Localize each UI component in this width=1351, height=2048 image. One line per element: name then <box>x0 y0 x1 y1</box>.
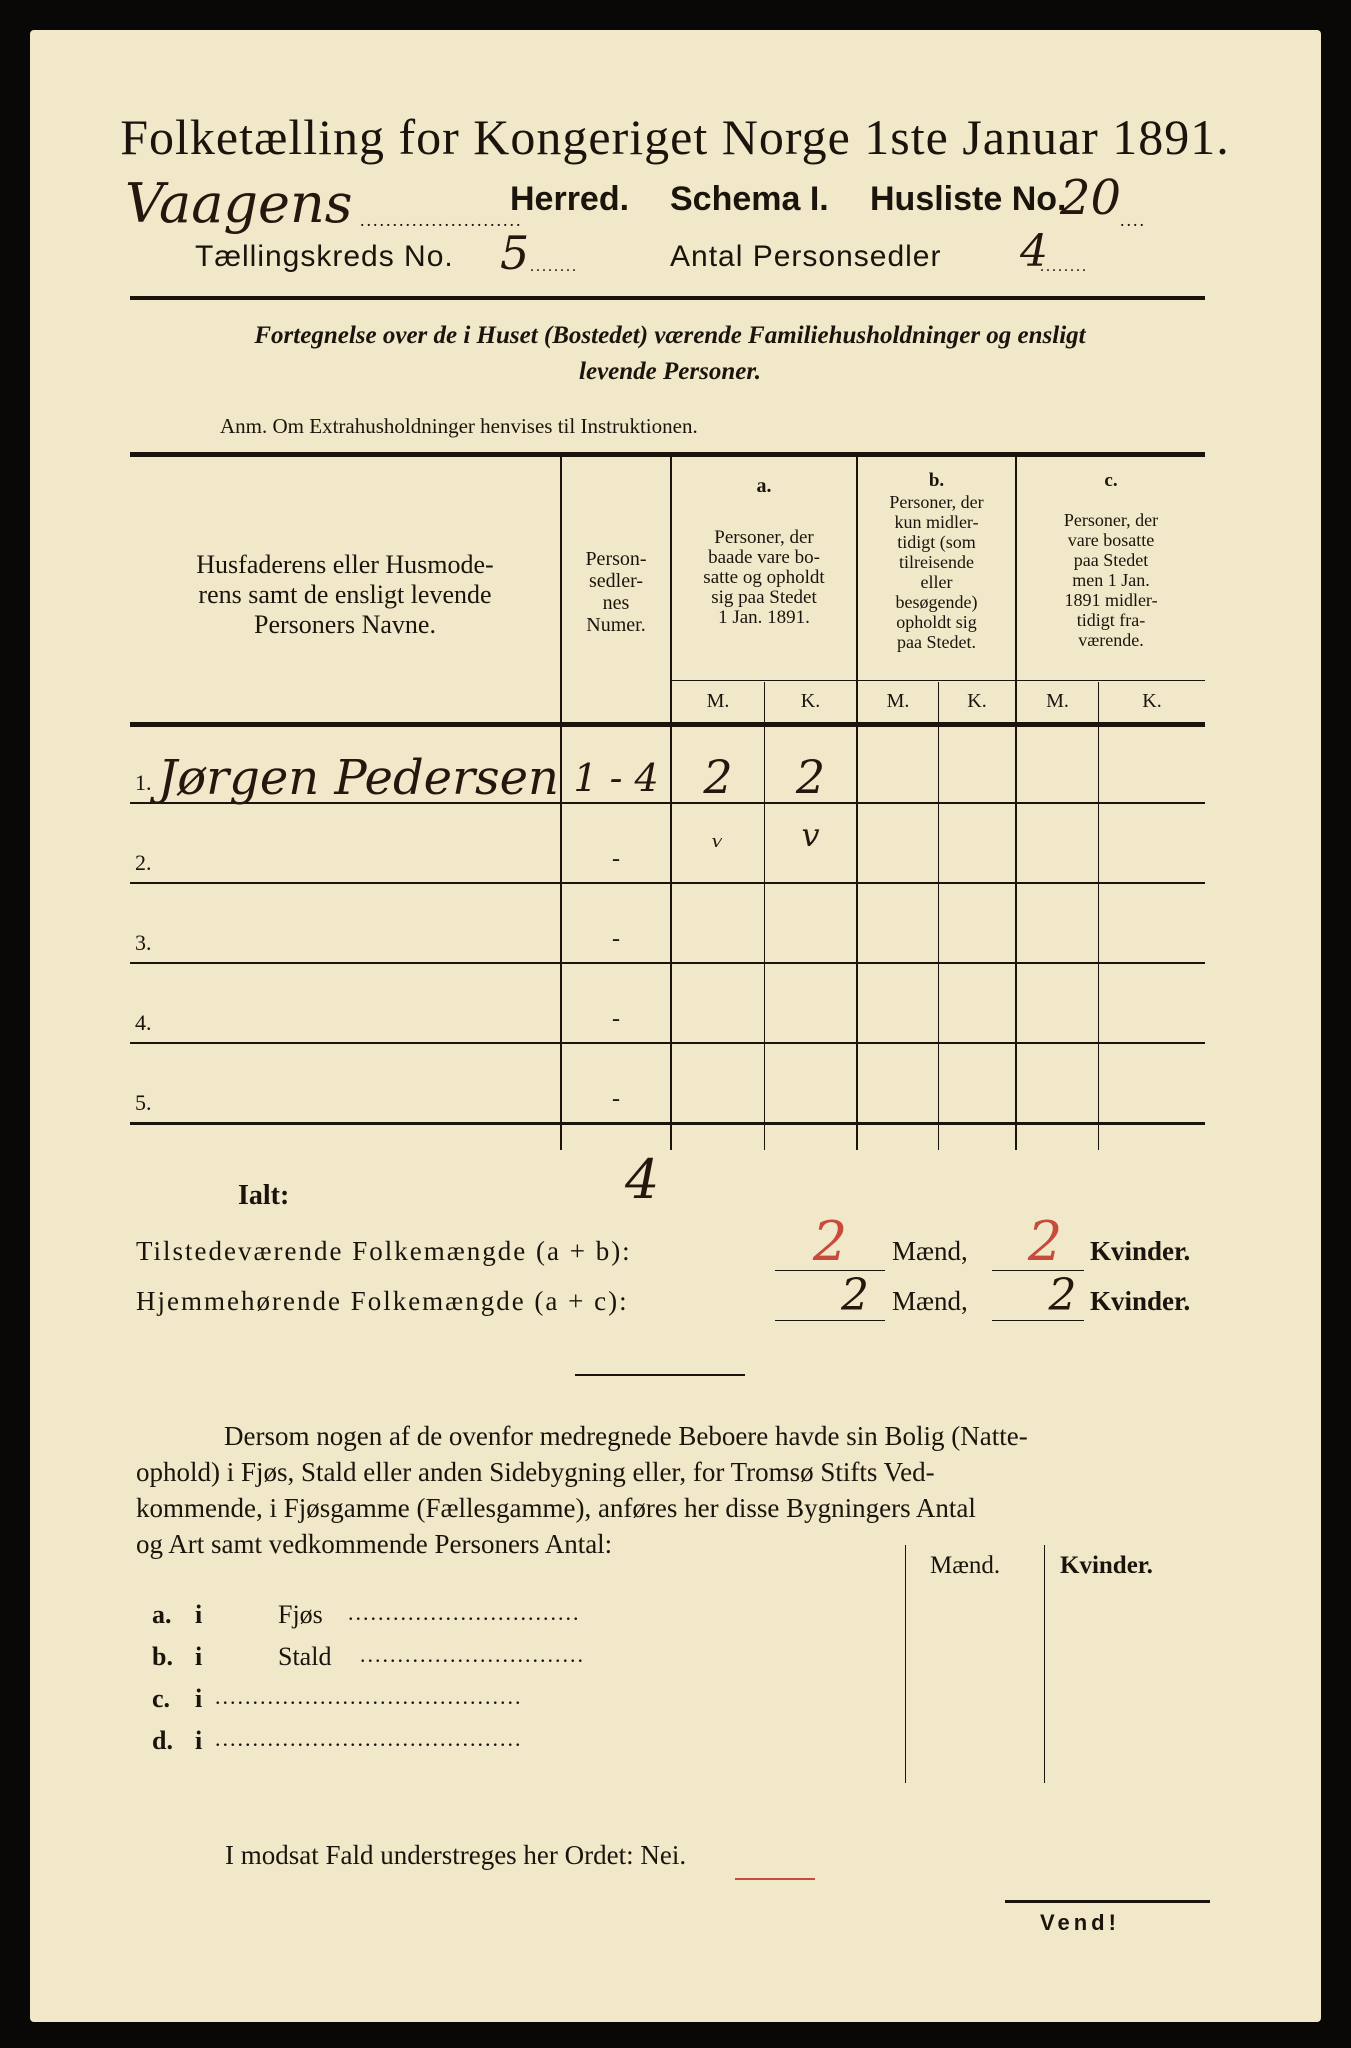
tilstede-label: Tilstedeværende Folkemængde (a + b): <box>136 1236 632 1266</box>
husliste-value: 20 <box>1060 170 1122 226</box>
nei-red-underline <box>735 1878 815 1880</box>
hjemme-label: Hjemmehørende Folkemængde (a + c): <box>136 1286 629 1316</box>
item-dots: .............................. <box>360 1642 585 1667</box>
item-letter: a. <box>152 1600 172 1629</box>
a-m-label: M. <box>706 690 730 712</box>
kreds-label: Tællingskreds No. <box>195 240 454 273</box>
col-b-line: Personer, der <box>889 492 984 512</box>
buildings-paragraph <box>136 1418 1211 1562</box>
col-numer-line: nes <box>602 592 630 614</box>
col-c-line: vare bosatte <box>1067 530 1155 550</box>
buildings-vline-2 <box>1044 1545 1045 1783</box>
col-a-line: 1 Jan. 1891. <box>718 607 810 628</box>
kreds-value: 5 <box>500 226 530 280</box>
item-name: Stald <box>278 1642 332 1671</box>
row-number: 5. <box>135 1090 152 1115</box>
section-divider <box>575 1374 745 1376</box>
col-numer-line: Numer. <box>586 614 646 636</box>
hjemme-m-value: 2 <box>841 1270 869 1321</box>
schema-label: Schema I. <box>670 180 829 218</box>
buildings-kvinder-header: Kvinder. <box>1060 1552 1153 1579</box>
col-names-line: Personers Navne. <box>254 610 436 639</box>
herred-label: Herred. <box>510 180 630 218</box>
buildings-para-line: og Art samt vedkommende Personers Antal: <box>136 1529 613 1559</box>
item-dots: ............................... <box>348 1600 581 1625</box>
row-numer: - <box>612 846 620 872</box>
row-a-m: ᵥ <box>712 820 724 855</box>
item-dots: ......................................... <box>215 1726 523 1751</box>
hjemme-k-value: 2 <box>1048 1270 1077 1321</box>
a-k-label: K. <box>800 690 821 712</box>
antal-label: Antal Personsedler <box>670 240 942 273</box>
row-number: 4. <box>135 1010 152 1035</box>
col-numer-header <box>562 548 670 636</box>
col-a-line: sig paa Stedet <box>711 587 817 608</box>
b-k-label: K. <box>967 690 987 712</box>
hjemme-kvinder-label: Kvinder. <box>1090 1286 1191 1316</box>
husliste-dots: .... <box>1120 210 1146 230</box>
col-a-header <box>672 528 856 628</box>
row-numer: 1 - 4 <box>573 756 659 800</box>
col-c-line: værende. <box>1078 630 1144 650</box>
col-c-line: Personer, der <box>1063 510 1159 530</box>
item-i: i <box>195 1642 203 1671</box>
item-i: i <box>195 1684 203 1713</box>
tilstede-m-value: 2 <box>812 1210 848 1273</box>
col-c-line: paa Stedet <box>1073 550 1149 570</box>
col-c-line: tidigt fra- <box>1076 610 1146 630</box>
row-numer: - <box>612 1086 620 1112</box>
row-numer: - <box>612 926 620 952</box>
item-letter: b. <box>152 1642 173 1671</box>
item-name: Fjøs <box>278 1600 323 1629</box>
header-rule <box>130 296 1205 300</box>
antal-value: 4 <box>1020 226 1048 277</box>
intro-line-1: Fortegnelse over de i Huset (Bostedet) værende Familiehusholdninger og ensligt <box>254 322 1086 349</box>
buildings-para-line: kommende, i Fjøsgamme (Fællesgamme), anføres her disse Bygningers Antal <box>136 1493 976 1523</box>
row-number: 2. <box>135 850 152 875</box>
husliste-label: Husliste No. <box>870 180 1067 218</box>
col-b-line: opholdt sig <box>896 612 977 632</box>
anm-note: Anm. Om Extrahusholdninger henvises til Instruktionen. <box>220 414 698 438</box>
row-a-k: v <box>801 816 820 854</box>
buildings-maend-header: Mænd. <box>930 1552 1001 1579</box>
col-a-line: baade vare bo- <box>708 547 820 568</box>
row-name: Jørgen Pedersen <box>158 750 559 806</box>
item-dots: ......................................... <box>215 1684 523 1709</box>
buildings-vline-1 <box>905 1545 906 1783</box>
col-names-header <box>140 550 550 640</box>
row-number: 1. <box>135 770 152 795</box>
col-b-line: tilreisende <box>899 552 974 572</box>
row-line-4 <box>130 1042 1205 1044</box>
row-a-k: 2 <box>795 750 826 804</box>
row-line-5 <box>130 1122 1205 1125</box>
c-mk-split <box>1098 682 1099 1150</box>
c-k-label: K. <box>1142 690 1162 712</box>
intro-line-2: levende Personer. <box>579 358 761 385</box>
form-title: Folketælling for Kongeriget Norge 1ste Januar 1891. <box>120 109 1230 165</box>
row-number: 3. <box>135 930 152 955</box>
b-mk-split <box>938 682 939 1150</box>
vend-label: Vend! <box>1040 1910 1120 1935</box>
row-line-3 <box>130 962 1205 964</box>
col-c-line: 1891 midler- <box>1064 590 1158 610</box>
c-m-label: M. <box>1046 690 1069 712</box>
herred-dots: ......................... <box>360 210 523 230</box>
col-a-line: satte og opholdt <box>703 567 825 588</box>
ialt-value: 4 <box>625 1148 660 1211</box>
antal-dots: ........ <box>1040 258 1088 275</box>
col-b-header <box>858 492 1015 652</box>
buildings-para-line: Dersom nogen af de ovenfor medregnede Beboere havde sin Bolig (Natte- <box>224 1421 1028 1451</box>
col-a-line: Personer, der <box>714 527 814 548</box>
item-i: i <box>195 1600 203 1629</box>
vend-rule <box>1005 1900 1210 1903</box>
buildings-para-line: ophold) i Fjøs, Stald eller anden Sidebygning eller, for Tromsø Stifts Ved- <box>136 1457 935 1487</box>
row-numer: - <box>612 1006 620 1032</box>
mk-top-rule <box>672 680 1205 681</box>
table-header-bottom-rule <box>130 722 1205 727</box>
b-m-label: M. <box>886 690 910 712</box>
col-numer-line: sedler- <box>588 570 643 592</box>
col-c-header <box>1017 510 1205 650</box>
col-c-letter: c. <box>1104 470 1118 491</box>
col-a-letter: a. <box>756 475 772 497</box>
item-letter: d. <box>152 1726 173 1755</box>
col-numer-line: Person- <box>585 548 647 570</box>
col-c-line: men 1 Jan. <box>1072 570 1150 590</box>
col-b-line: besøgende) <box>895 592 978 612</box>
kreds-dots: ........ <box>530 258 578 275</box>
nei-footer: I modsat Fald understreges her Ordet: Nei. <box>225 1840 687 1870</box>
ialt-label: Ialt: <box>238 1180 290 1211</box>
col-b-letter: b. <box>928 470 945 491</box>
census-form-sheet <box>30 30 1321 2022</box>
tilstede-k-value: 2 <box>1027 1210 1063 1273</box>
item-letter: c. <box>152 1684 171 1713</box>
herred-value: Vaagens <box>125 172 353 235</box>
row-line-2 <box>130 882 1205 884</box>
col-b-line: kun midler- <box>894 512 979 532</box>
table-top-rule <box>130 452 1205 457</box>
col-b-line: tidigt (som <box>897 532 976 552</box>
hjemme-maend-label: Mænd, <box>892 1286 968 1316</box>
col-b-line: eller <box>920 572 953 592</box>
tilstede-kvinder-label: Kvinder. <box>1090 1236 1191 1266</box>
col-b-line: paa Stedet. <box>897 632 976 652</box>
col-names-line: Husfaderens eller Husmode- <box>196 550 494 579</box>
item-i: i <box>195 1726 203 1755</box>
tilstede-maend-label: Mænd, <box>892 1236 968 1266</box>
row-a-m: 2 <box>703 750 733 804</box>
col-names-line: rens samt de ensligt levende <box>198 580 492 609</box>
